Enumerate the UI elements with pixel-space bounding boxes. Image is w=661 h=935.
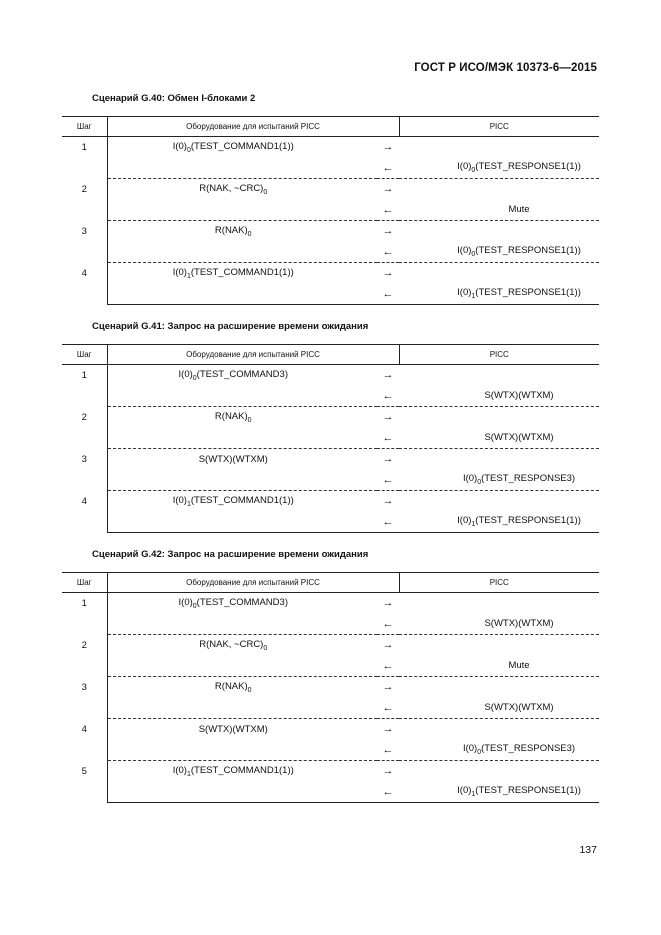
table-row (62, 491, 599, 512)
scenario-title-g42: Сценарий G.42: Запрос на расширение времени ожидания (92, 549, 369, 560)
arrow-left-icon: ← (377, 470, 399, 491)
arrow-right-icon: → (382, 765, 394, 778)
picc-response: $I(0)_0(TEST\_RESPONSE3)$ (399, 470, 599, 491)
test-command: R(NAK, $\sim CRC)_0$ (199, 182, 268, 196)
picc-response: S(WTX)(WTXM) (399, 386, 599, 407)
table-row (62, 428, 599, 449)
arrow-left-icon: ← (377, 614, 399, 635)
arrow-left-icon: ← (377, 200, 399, 221)
arrow-right-icon: → (382, 639, 394, 652)
column-header-picc: PICC (399, 117, 599, 137)
picc-response: S(WTX)(WTXM) (399, 428, 599, 449)
table-row (62, 179, 599, 200)
picc-response: S(WTX)(WTXM) (399, 698, 599, 719)
table-row (62, 221, 599, 242)
picc-response: $I(0)_0(TEST\_RESPONSE1(1))$ (399, 158, 599, 179)
table-row (62, 386, 599, 407)
step-number: 3 (62, 449, 107, 491)
table-row (62, 284, 599, 305)
step-number: 4 (62, 491, 107, 533)
arrow-left-icon: ← (377, 284, 399, 305)
table-row (62, 614, 599, 635)
table-row (62, 782, 599, 803)
picc-response: $I(0)_1(TEST\_RESPONSE1(1))$ (399, 512, 599, 533)
scenario-table-g41 (62, 344, 599, 533)
step-number: 5 (62, 761, 107, 803)
test-command: $I(0)_0(TEST\_COMMAND1(1))$ (172, 140, 294, 154)
table-header-row (62, 573, 599, 593)
table-row (62, 635, 599, 656)
picc-response: $I(0)_1(TEST\_RESPONSE1(1))$ (399, 284, 599, 305)
arrow-right-icon: → (382, 141, 394, 154)
step-number: 3 (62, 221, 107, 263)
column-header-test-equipment: Оборудование для испытаний PICC (107, 345, 399, 365)
picc-response: $I(0)_0(TEST\_RESPONSE3)$ (399, 740, 599, 761)
test-command: $I(0)_1(TEST\_COMMAND1(1))$ (172, 266, 294, 280)
document-id-header: ГОСТ Р ИСО/МЭК 10373-6—2015 (414, 62, 597, 74)
column-header-step: Шаг (62, 345, 107, 365)
test-command: S(WTX)(WTXM) (198, 723, 268, 735)
table-row (62, 593, 599, 614)
table-row (62, 656, 599, 677)
test-command: $I(0)_1(TEST\_COMMAND1(1))$ (172, 494, 294, 508)
arrow-right-icon: → (382, 183, 394, 196)
column-header-test-equipment: Оборудование для испытаний PICC (107, 117, 399, 137)
table-row (62, 512, 599, 533)
test-command: $R(NAK)_0$ (214, 224, 252, 238)
test-command: $I(0)_0(TEST\_COMMAND3)$ (178, 368, 288, 382)
scenario-table-g42 (62, 572, 599, 803)
arrow-left-icon: ← (377, 512, 399, 533)
picc-response: S(WTX)(WTXM) (399, 614, 599, 635)
arrow-left-icon: ← (377, 698, 399, 719)
test-command: $R(NAK)_0$ (214, 410, 252, 424)
table-row (62, 761, 599, 782)
test-command: $I(0)_1(TEST\_COMMAND1(1))$ (172, 764, 294, 778)
column-header-picc: PICC (399, 345, 599, 365)
test-command: $R(NAK)_0$ (214, 680, 252, 694)
test-command: R(NAK, $\sim CRC)_0$ (199, 638, 268, 652)
scenario-title-g41: Сценарий G.41: Запрос на расширение времени ожидания (92, 321, 369, 332)
step-number: 4 (62, 719, 107, 761)
step-number: 1 (62, 593, 107, 635)
table-row (62, 470, 599, 491)
column-header-step: Шаг (62, 573, 107, 593)
arrow-right-icon: → (382, 411, 394, 424)
table-row (62, 407, 599, 428)
test-command: $I(0)_0(TEST\_COMMAND3)$ (178, 596, 288, 610)
table-row (62, 158, 599, 179)
table-row (62, 677, 599, 698)
step-number: 3 (62, 677, 107, 719)
arrow-left-icon: ← (377, 386, 399, 407)
table-row (62, 719, 599, 740)
table-row (62, 242, 599, 263)
step-number: 1 (62, 137, 107, 179)
arrow-right-icon: → (382, 597, 394, 610)
table-row (62, 200, 599, 221)
test-command: S(WTX)(WTXM) (198, 453, 268, 465)
arrow-right-icon: → (382, 369, 394, 382)
table-header-row (62, 345, 599, 365)
picc-response: Mute (399, 656, 599, 677)
table-row (62, 137, 599, 158)
arrow-right-icon: → (382, 453, 394, 466)
arrow-left-icon: ← (377, 428, 399, 449)
picc-response: $I(0)_0(TEST\_RESPONSE1(1))$ (399, 242, 599, 263)
step-number: 1 (62, 365, 107, 407)
arrow-right-icon: → (382, 495, 394, 508)
table-row (62, 263, 599, 284)
arrow-left-icon: ← (377, 158, 399, 179)
step-number: 2 (62, 179, 107, 221)
arrow-right-icon: → (382, 681, 394, 694)
table-row (62, 698, 599, 719)
scenario-table-g40 (62, 116, 599, 305)
table-row (62, 365, 599, 386)
step-number: 2 (62, 407, 107, 449)
table-row (62, 740, 599, 761)
arrow-left-icon: ← (377, 782, 399, 803)
arrow-right-icon: → (382, 225, 394, 238)
step-number: 2 (62, 635, 107, 677)
column-header-step: Шаг (62, 117, 107, 137)
picc-response: $I(0)_1(TEST\_RESPONSE1(1))$ (399, 782, 599, 803)
arrow-right-icon: → (382, 723, 394, 736)
arrow-right-icon: → (382, 267, 394, 280)
arrow-left-icon: ← (377, 740, 399, 761)
page-number: 137 (579, 844, 597, 856)
arrow-left-icon: ← (377, 242, 399, 263)
table-row (62, 449, 599, 470)
table-header-row (62, 117, 599, 137)
picc-response: Mute (399, 200, 599, 221)
scenario-title-g40: Сценарий G.40: Обмен I-блоками 2 (92, 93, 256, 104)
step-number: 4 (62, 263, 107, 305)
arrow-left-icon: ← (377, 656, 399, 677)
column-header-test-equipment: Оборудование для испытаний PICC (107, 573, 399, 593)
column-header-picc: PICC (399, 573, 599, 593)
